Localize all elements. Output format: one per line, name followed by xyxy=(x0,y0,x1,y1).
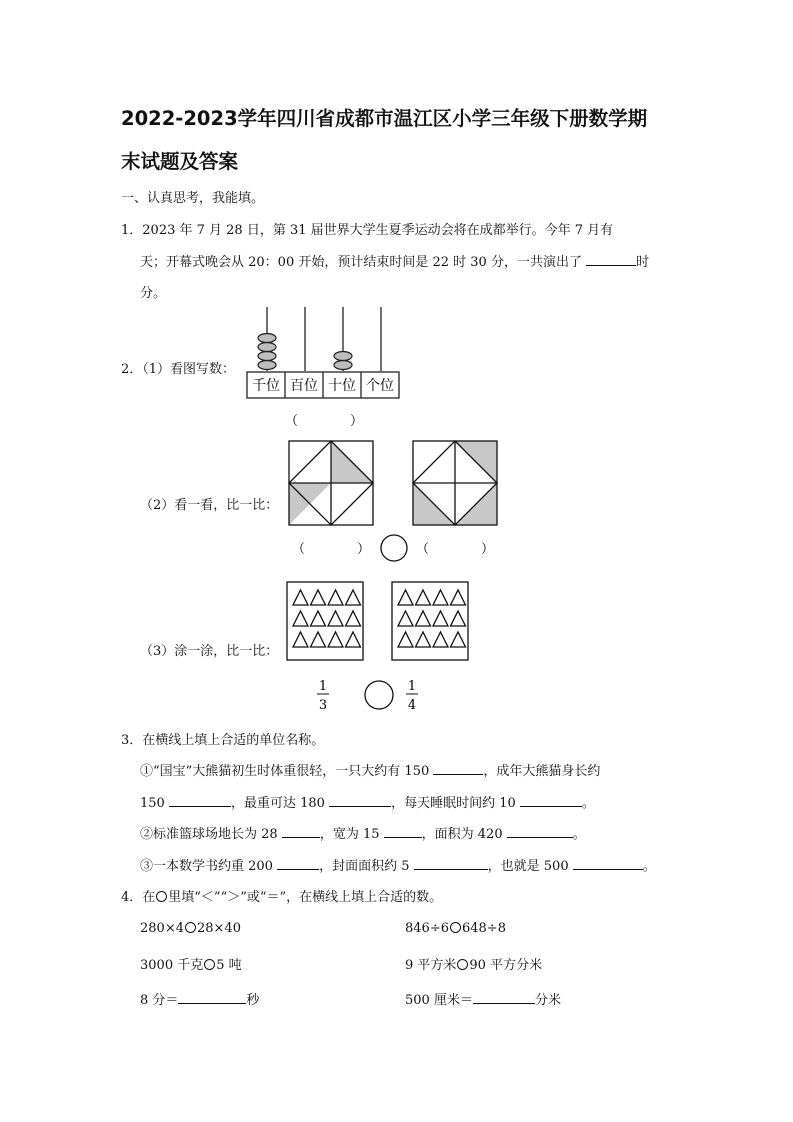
abacus-bead xyxy=(258,352,276,361)
triangle-cell[interactable] xyxy=(433,632,448,647)
q3-s3d: 。 xyxy=(572,827,586,842)
q3-blank-1[interactable] xyxy=(433,763,483,775)
abacus-bead xyxy=(334,352,352,361)
q3-s2d: 。 xyxy=(581,796,595,811)
left-triangle-grid xyxy=(293,590,361,647)
q3-blank-7[interactable] xyxy=(507,826,573,838)
q3-s3b: ，宽为 15 xyxy=(319,827,380,842)
q4-item-a xyxy=(140,921,241,936)
triangle-cell[interactable] xyxy=(328,632,343,647)
triangle-cell[interactable] xyxy=(416,611,431,626)
q3-heading: 3．在横线上填上合适的单位名称。 xyxy=(121,733,325,748)
page-title-line2: 末试题及答案 xyxy=(121,150,239,173)
q3-blank-4[interactable] xyxy=(520,795,582,807)
q3-s4b: ，封面面积约 5 xyxy=(319,859,410,874)
abacus-bead xyxy=(258,343,276,352)
triangle-cell[interactable] xyxy=(311,632,326,647)
q4-b-left: 846÷6 xyxy=(405,921,449,936)
q3-s1a: ①“国宝”大熊猫初生时体重很轻，一只大约有 150 xyxy=(140,764,430,779)
fraction-left-numerator: 1 xyxy=(318,679,328,694)
place-ones: 个位 xyxy=(366,378,394,394)
q3-blank-2[interactable] xyxy=(169,795,231,807)
q1-line2-text: 天；开幕式晚会从 20：00 开始，预计结束时间是 22 时 30 分，一共演出了 xyxy=(140,255,582,270)
q3-blank-3[interactable] xyxy=(329,795,391,807)
q3-line2 xyxy=(140,792,595,811)
q3-s2b: ，最重可达 180 xyxy=(230,796,325,811)
q4-item-f xyxy=(405,989,561,1008)
q4-c-left: 3000 千克 xyxy=(140,958,204,973)
q4-f-left: 500 厘米＝ xyxy=(405,993,473,1008)
right-square xyxy=(413,441,497,525)
compare-circle-2[interactable] xyxy=(381,535,407,561)
q3-blank-9[interactable] xyxy=(414,858,488,870)
q3-s3a: ②标准篮球场地长为 28 xyxy=(140,827,278,842)
abacus-answer-paren[interactable]: （ ） xyxy=(284,414,364,429)
q3-s1b: ，成年大熊猫身长约 xyxy=(483,764,601,779)
q4-item-b xyxy=(405,921,506,936)
triangle-cell[interactable] xyxy=(346,611,361,626)
triangle-cell[interactable] xyxy=(293,611,308,626)
triangle-cell[interactable] xyxy=(346,632,361,647)
q3-s3c: ，面积为 420 xyxy=(421,827,503,842)
place-hundreds: 百位 xyxy=(290,378,318,394)
triangle-cell[interactable] xyxy=(311,590,326,605)
q3-s2c: ，每天睡眠时间约 10 xyxy=(391,796,516,811)
q3-line4 xyxy=(140,855,656,874)
compare-circle-d[interactable] xyxy=(457,959,468,970)
q2-part1-label: 2．（1）看图写数： xyxy=(121,362,236,377)
q4-a-right: 28×40 xyxy=(196,921,241,936)
abacus-bead xyxy=(258,334,276,343)
q4-d-left: 9 平方米 xyxy=(405,958,457,973)
q3-blank-6[interactable] xyxy=(384,826,422,838)
triangle-cell[interactable] xyxy=(398,632,413,647)
q1-line2 xyxy=(140,251,649,270)
q3-s2a: 150 xyxy=(140,796,165,811)
q3-blank-5[interactable] xyxy=(282,826,320,838)
q4-blank-f[interactable] xyxy=(473,992,535,1004)
place-tens: 十位 xyxy=(328,378,356,394)
triangle-cell[interactable] xyxy=(416,590,431,605)
q4-item-d xyxy=(405,954,542,973)
abacus-bead xyxy=(334,361,352,370)
q2-part2-label: （2）看一看，比一比： xyxy=(140,498,279,513)
abacus-figure xyxy=(246,305,402,435)
compare-circle-3[interactable] xyxy=(365,681,393,709)
q4-f-right: 分米 xyxy=(534,993,561,1008)
q3-line3 xyxy=(140,823,586,842)
q4-heading-b: 里填“＜”“＞”或“＝”，在横线上填上合适的数。 xyxy=(168,890,443,905)
q4-heading xyxy=(121,886,442,905)
q3-s4c: ，也就是 500 xyxy=(487,859,569,874)
q4-a-left: 280×4 xyxy=(140,921,184,936)
q1-line3: 分。 xyxy=(140,286,167,301)
q1-hour-unit: 时 xyxy=(636,255,650,270)
fraction-left-denominator: 3 xyxy=(318,698,328,713)
triangle-cell[interactable] xyxy=(433,611,448,626)
triangle-cell[interactable] xyxy=(398,590,413,605)
q3-s4a: ③一本数学书约重 200 xyxy=(140,859,273,874)
q3-blank-8[interactable] xyxy=(277,858,319,870)
left-square xyxy=(289,441,373,525)
q1-answer-blank[interactable] xyxy=(586,254,636,266)
triangle-cell[interactable] xyxy=(346,590,361,605)
triangle-cell[interactable] xyxy=(451,590,466,605)
triangle-cell[interactable] xyxy=(433,590,448,605)
q4-c-right: 5 吨 xyxy=(216,958,242,973)
fraction-right-denominator: 4 xyxy=(407,698,417,713)
q4-d-right: 90 平方分米 xyxy=(469,958,543,973)
q3-blank-10[interactable] xyxy=(573,858,643,870)
q1-line1: 1．2023 年 7 月 28 日，第 31 届世界大学生夏季运动会将在成都举行。今年 7 月有 xyxy=(121,223,614,238)
right-square-answer-paren[interactable]: （ ） xyxy=(415,542,495,557)
q4-e-left: 8 分＝ xyxy=(140,993,179,1008)
q2-part3-label: （3）涂一涂，比一比： xyxy=(140,644,279,659)
q4-b-right: 648÷8 xyxy=(461,921,506,936)
triangle-cell[interactable] xyxy=(451,632,466,647)
triangle-cell[interactable] xyxy=(328,590,343,605)
q4-item-c xyxy=(140,954,242,973)
compare-circle-a[interactable] xyxy=(185,922,196,933)
q3-line1 xyxy=(140,760,600,779)
compare-circle-b[interactable] xyxy=(450,922,461,933)
q4-e-right: 秒 xyxy=(246,993,260,1008)
q4-blank-e[interactable] xyxy=(178,992,246,1004)
section-heading: 一、认真思考，我能填。 xyxy=(121,191,265,206)
abacus-bead xyxy=(258,361,276,370)
triangle-cell[interactable] xyxy=(328,611,343,626)
q4-item-e xyxy=(140,989,259,1008)
triangle-cell[interactable] xyxy=(451,611,466,626)
q4-heading-circle-icon xyxy=(156,891,167,902)
triangle-cell[interactable] xyxy=(398,611,413,626)
fraction-right-numerator: 1 xyxy=(407,679,417,694)
triangle-cell[interactable] xyxy=(293,632,308,647)
place-thousands: 千位 xyxy=(252,378,280,394)
q4-heading-a: 4．在 xyxy=(121,890,156,905)
q3-s4d: 。 xyxy=(642,859,656,874)
triangle-compare-figure xyxy=(285,580,470,715)
triangle-cell[interactable] xyxy=(311,611,326,626)
triangle-cell[interactable] xyxy=(416,632,431,647)
triangle-cell[interactable] xyxy=(293,590,308,605)
page-title-line1: 2022-2023学年四川省成都市温江区小学三年级下册数学期 xyxy=(121,107,648,130)
left-square-answer-paren[interactable]: （ ） xyxy=(291,542,371,557)
right-triangle-grid xyxy=(398,590,466,647)
compare-circle-c[interactable] xyxy=(204,959,215,970)
square-compare-figure xyxy=(285,437,500,563)
